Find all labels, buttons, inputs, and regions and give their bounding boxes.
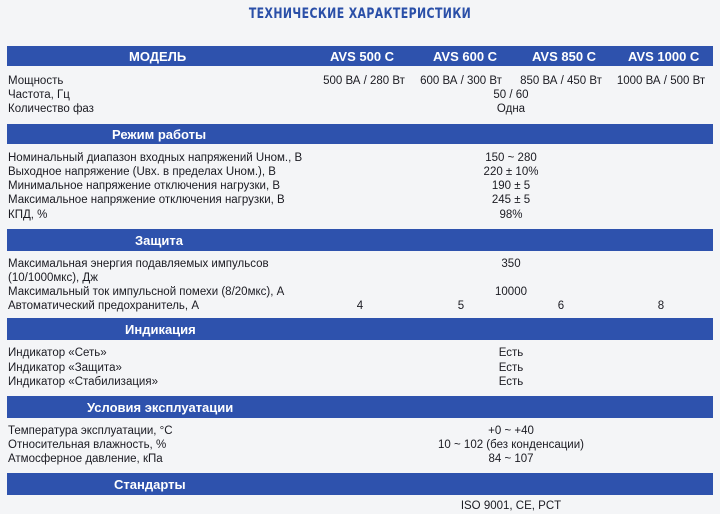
conditions-band	[7, 396, 713, 418]
current-label: Максимальный ток импульсной помехи (8/20мкс), А	[8, 286, 285, 298]
conditions-row-value: 84 ~ 107	[488, 453, 534, 465]
conditions-row-label: Относительная влажность, %	[8, 439, 167, 451]
standards-heading: Стандарты	[114, 477, 186, 492]
power-label: Мощность	[8, 75, 64, 87]
mode-row-value: 220 ± 10%	[483, 166, 539, 178]
indication-row-label: Индикатор «Защита»	[8, 362, 122, 374]
fuse-value-500: 4	[356, 300, 364, 312]
conditions-row-label: Температура эксплуатации, °С	[8, 425, 173, 437]
power-value-500: 500 ВА / 280 Вт	[323, 75, 405, 87]
fuse-value-850: 6	[557, 300, 565, 312]
fuse-value-1000: 8	[657, 300, 665, 312]
mode-row-value: 245 ± 5	[491, 194, 531, 206]
energy-label-unit: (10/1000мкс), Дж	[8, 272, 98, 284]
mode-band	[7, 124, 713, 144]
protection-heading: Защита	[135, 233, 183, 248]
indication-row-value: Есть	[498, 376, 524, 388]
indication-band	[7, 318, 713, 340]
protection-band	[7, 229, 713, 251]
mode-row-label: КПД, %	[8, 209, 48, 221]
mode-row-value: 98%	[499, 209, 523, 221]
fuse-label: Автоматический предохранитель, А	[8, 300, 199, 312]
frequency-value: 50 / 60	[493, 89, 529, 101]
mode-row-label: Минимальное напряжение отключения нагрузки, В	[8, 180, 281, 192]
power-value-1000: 1000 ВА / 500 Вт	[616, 75, 706, 87]
standards-band	[7, 473, 713, 495]
indication-row-value: Есть	[498, 347, 524, 359]
indication-heading: Индикация	[125, 322, 196, 337]
standards-value: ISO 9001, CE, PCT	[460, 500, 562, 512]
phases-label: Количество фаз	[8, 103, 94, 115]
conditions-heading: Условия эксплуатации	[87, 400, 234, 415]
mode-row-label: Номинальный диапазон входных напряжений Uном., В	[8, 152, 303, 164]
mode-row-label: Выходное напряжение (Uвх. в пределах Uном.), В	[8, 166, 276, 178]
model-avs-500: AVS 500 C	[330, 49, 395, 64]
model-avs-850: AVS 850 C	[532, 49, 597, 64]
mode-row-label: Максимальное напряжение отключения нагрузки, В	[8, 194, 285, 206]
mode-heading: Режим работы	[112, 127, 207, 142]
model-header-band	[7, 46, 713, 66]
model-avs-600: AVS 600 C	[433, 49, 498, 64]
conditions-row-value: +0 ~ +40	[488, 425, 534, 437]
energy-value: 350	[501, 258, 521, 270]
energy-label: Максимальная энергия подавляемых импульсов	[8, 258, 269, 270]
phases-value: Одна	[496, 103, 526, 115]
conditions-row-value: 10 ~ 102 (без конденсации)	[438, 439, 584, 451]
current-value: 10000	[495, 286, 527, 298]
power-value-850: 850 ВА / 450 Вт	[520, 75, 602, 87]
indication-row-label: Индикатор «Сеть»	[8, 347, 107, 359]
frequency-label: Частота, Гц	[8, 89, 70, 101]
mode-row-value: 190 ± 5	[491, 180, 531, 192]
model-avs-1000: AVS 1000 C	[628, 49, 700, 64]
indication-row-value: Есть	[498, 362, 524, 374]
page-title: ТЕХНИЧЕСКИЕ ХАРАКТЕРИСТИКИ	[248, 6, 472, 22]
power-value-600: 600 ВА / 300 Вт	[420, 75, 502, 87]
conditions-row-label: Атмосферное давление, кПа	[8, 453, 163, 465]
model-label: МОДЕЛЬ	[129, 49, 187, 64]
fuse-value-600: 5	[457, 300, 465, 312]
indication-row-label: Индикатор «Стабилизация»	[8, 376, 158, 388]
mode-row-value: 150 ~ 280	[485, 152, 537, 164]
